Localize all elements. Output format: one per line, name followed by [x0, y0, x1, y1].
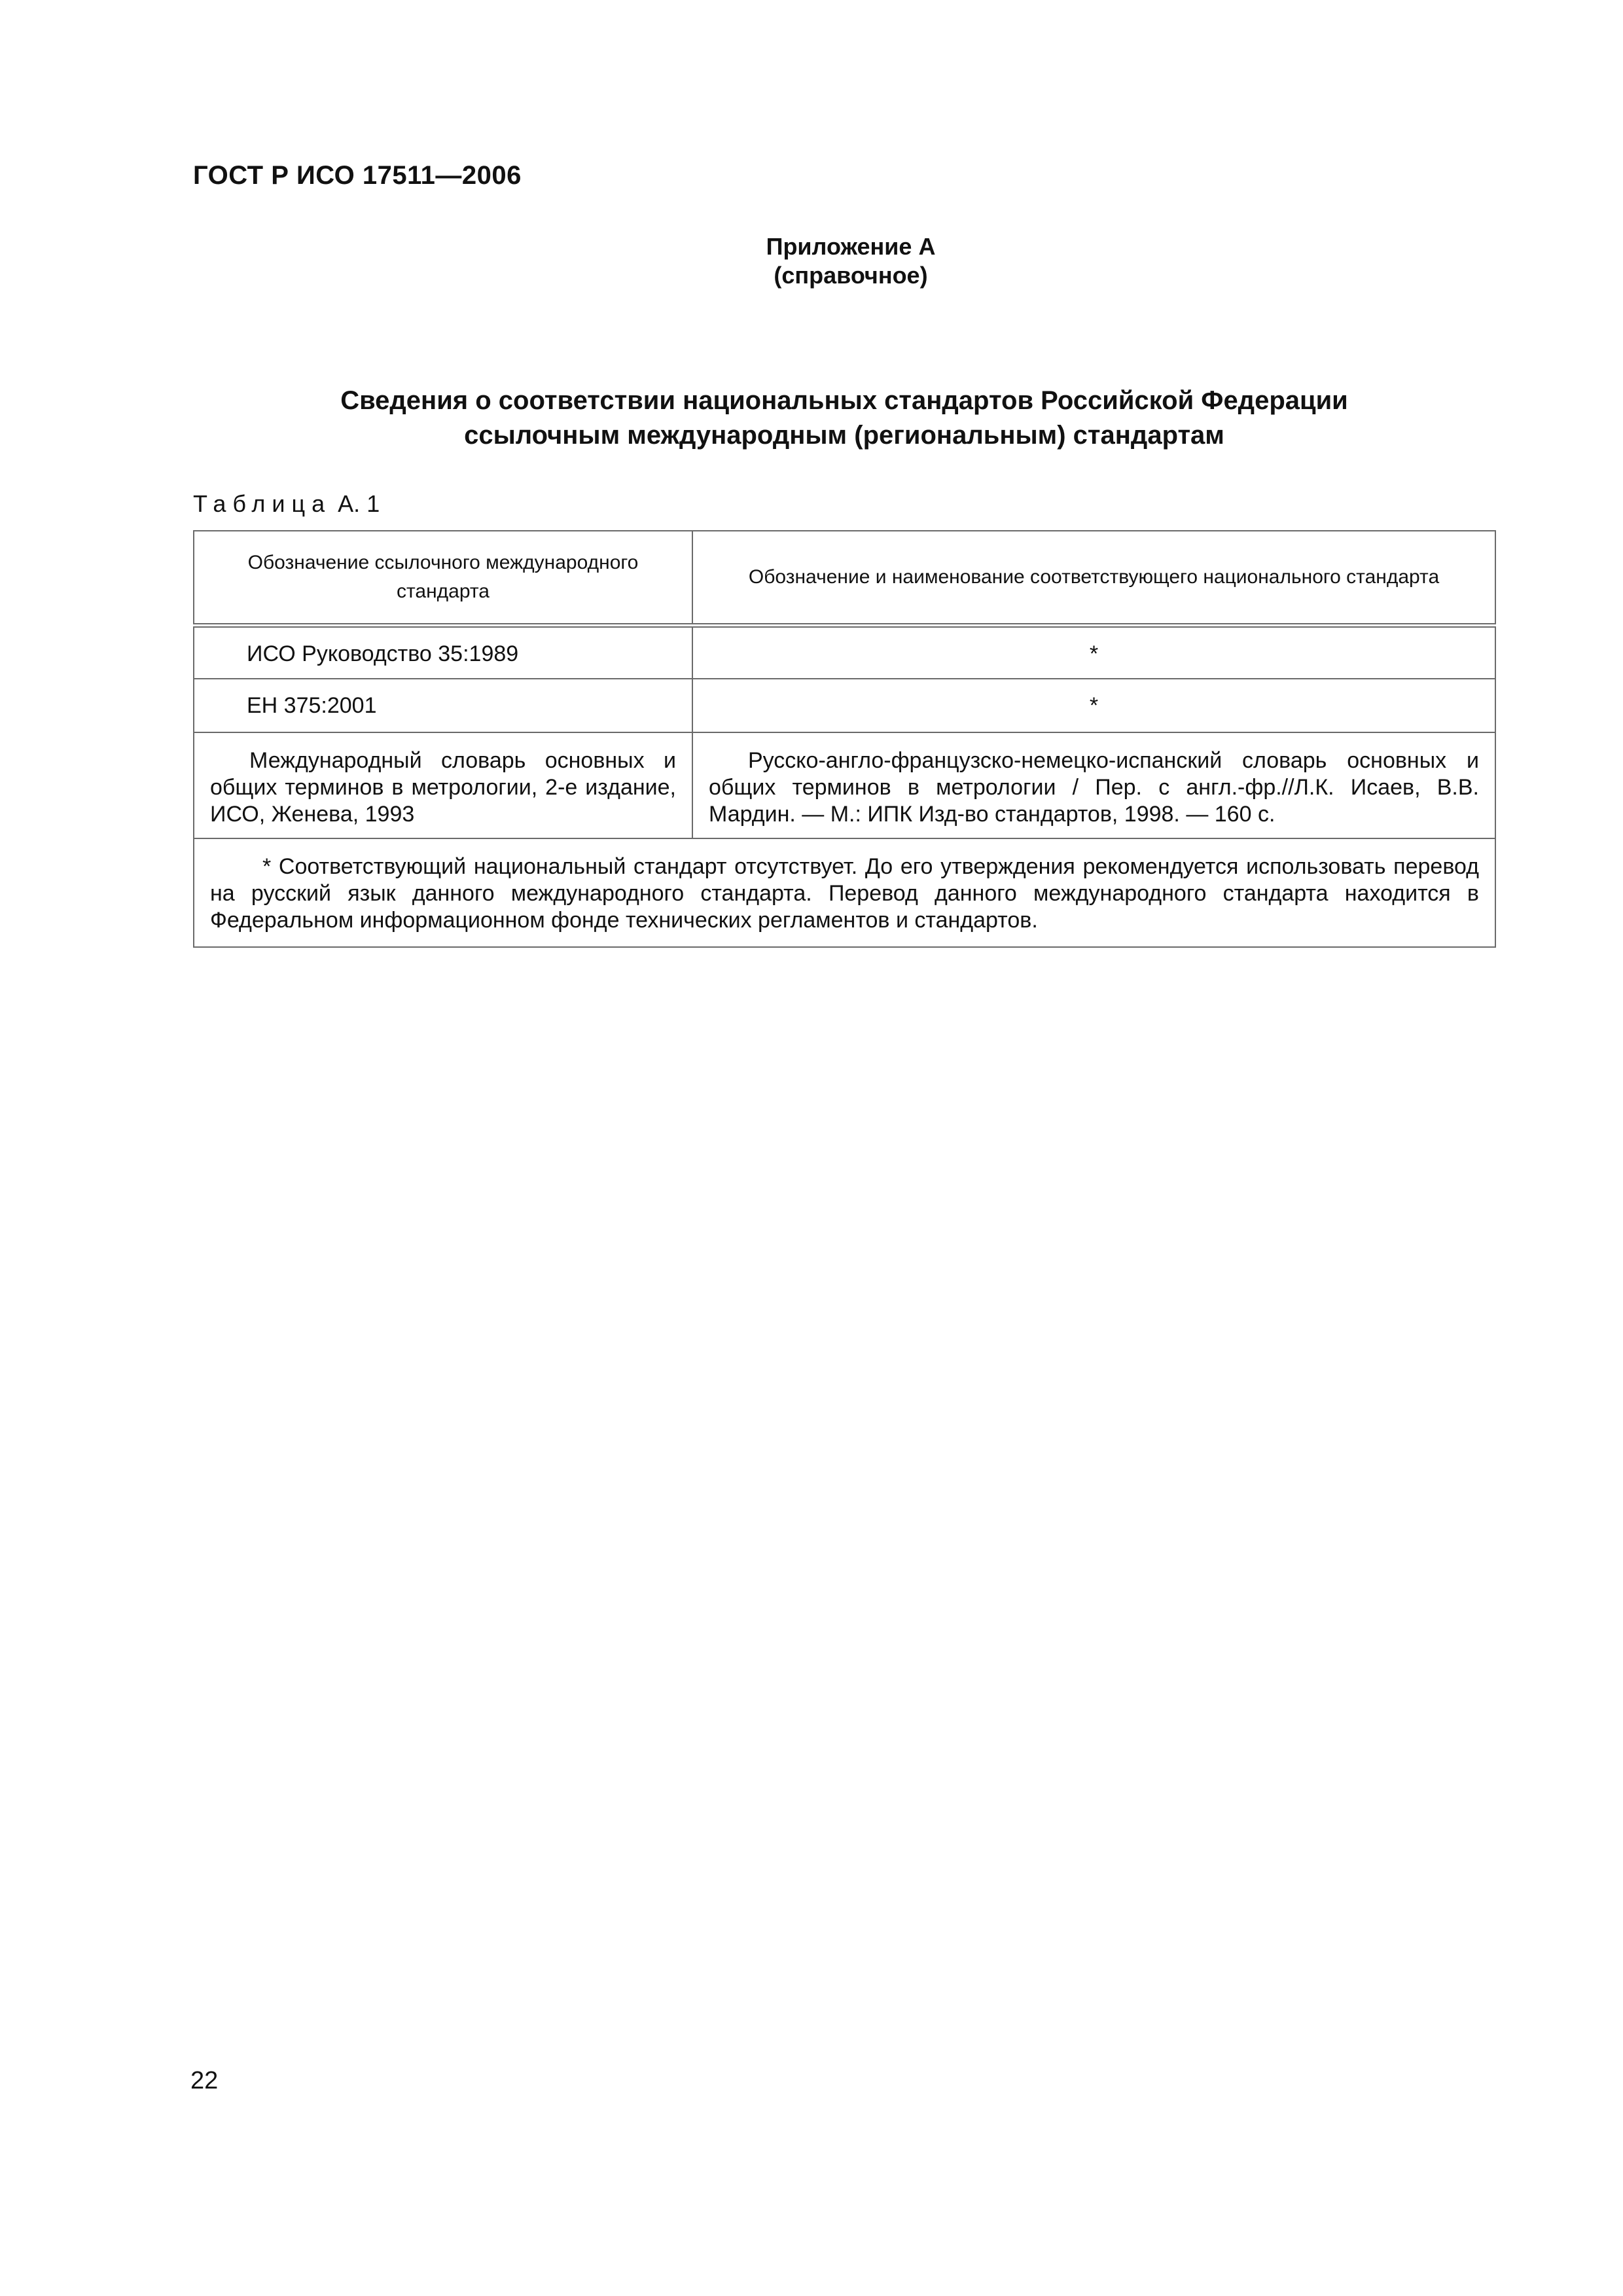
cell-text: Международный словарь основных и общих терминов в метрологии, 2-е издание, ИСО, Женева, 1993	[210, 748, 676, 827]
document-code: ГОСТ Р ИСО 17511—2006	[193, 161, 522, 190]
standards-correspondence-table	[193, 530, 1496, 948]
appendix-type: (справочное)	[774, 262, 928, 289]
table-header-row	[194, 531, 1495, 625]
table-footnote-row	[194, 838, 1495, 947]
table-footnote: * Соответствующий национальный стандарт отсутствует. До его утверждения рекомендуется использовать перевод на русский язык данного международного стандарта. Перевод данного международного стандарта находится в Федеральном информационном фонде технических регламентов и стандартов.	[194, 838, 1495, 947]
table-row	[194, 625, 1495, 679]
cell-international-standard: ЕН 375:2001	[194, 679, 692, 732]
cell-national-standard	[692, 732, 1495, 838]
table-row	[194, 732, 1495, 838]
table-caption-word: Таблица	[193, 490, 332, 517]
document-title-line-2: ссылочным международным (региональным) стандартам	[464, 421, 1224, 450]
column-header-international: Обозначение ссылочного международного стандарта	[194, 531, 692, 625]
cell-text: Русско-англо-французско-немецко-испанский словарь основных и общих терминов в метрологии / Пер. с англ.-фр.//Л.К. Исаев, В.В. Мардин. — М.: ИПК Изд-во стандартов, 1998. — 160 с.	[709, 748, 1479, 827]
appendix-title: Приложение А	[766, 233, 936, 260]
table-caption-number: А. 1	[338, 490, 380, 517]
table-row	[194, 679, 1495, 732]
table-caption	[193, 490, 380, 518]
cell-international-standard	[194, 732, 692, 838]
page-number: 22	[190, 2067, 219, 2094]
cell-national-standard: *	[692, 679, 1495, 732]
cell-international-standard: ИСО Руководство 35:1989	[194, 625, 692, 679]
cell-national-standard: *	[692, 625, 1495, 679]
column-header-national: Обозначение и наименование соответствующего национального стандарта	[692, 531, 1495, 625]
document-title-line-1: Сведения о соответствии национальных стандартов Российской Федерации	[340, 386, 1348, 415]
